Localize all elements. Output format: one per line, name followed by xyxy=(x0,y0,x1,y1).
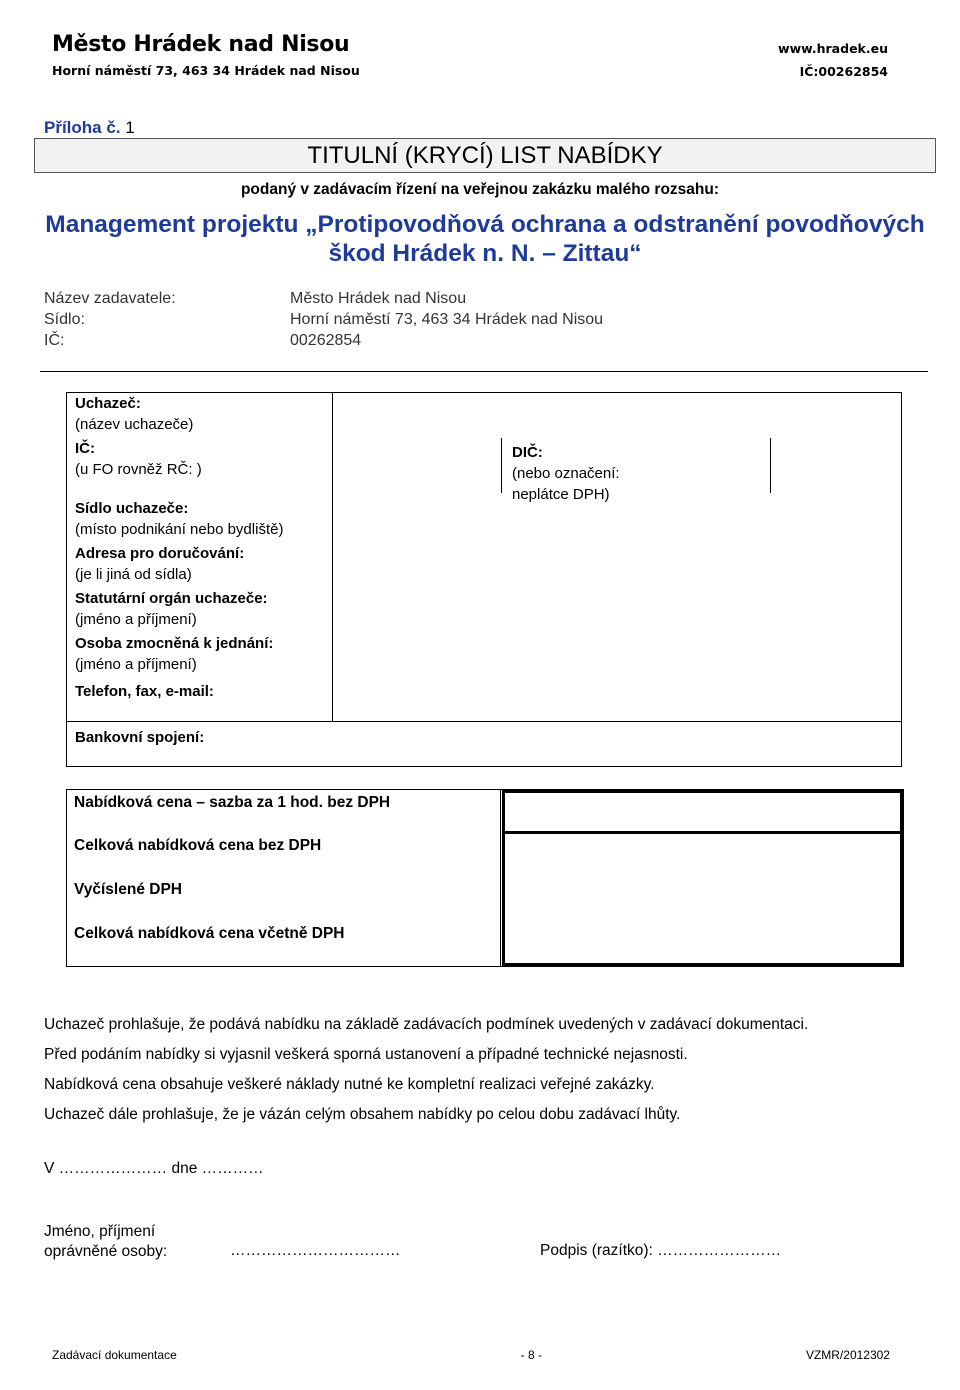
declarations xyxy=(44,1010,808,1130)
footer-doc-name: Zadávací dokumentace xyxy=(52,1348,177,1362)
document-title: TITULNÍ (KRYCÍ) LIST NABÍDKY xyxy=(34,138,936,173)
bidder-contact-field[interactable] xyxy=(75,681,214,702)
attachment-text: Příloha č. xyxy=(44,118,121,137)
org-name: Město Hrádek nad Nisou xyxy=(52,32,350,57)
letterhead-right xyxy=(778,37,888,83)
price-vat-label: Vyčíslené DPH xyxy=(74,881,182,898)
attachment-label xyxy=(44,118,135,138)
authorized-person-label xyxy=(44,1222,167,1262)
bidder-name-field[interactable] xyxy=(75,393,193,435)
bidder-address-hint: (je li jiná od sídla) xyxy=(75,566,192,583)
divider xyxy=(40,371,928,372)
contracting-authority xyxy=(44,288,603,351)
project-title-line2: škod Hrádek n. N. – Zittau“ xyxy=(328,240,642,267)
website-link[interactable]: www.hradek.eu xyxy=(778,41,888,56)
bidder-address-label: Adresa pro doručování: xyxy=(75,545,245,562)
org-ic: IČ:00262854 xyxy=(799,64,888,79)
bidder-ic-field[interactable] xyxy=(75,438,202,480)
bidder-statutory-field[interactable] xyxy=(75,588,268,630)
signature-stamp-field[interactable]: Podpis (razítko): …………………… xyxy=(540,1242,782,1259)
declaration-item: Uchazeč dále prohlašuje, že je vázán celým obsahem nabídky po celou dobu zadávací lhůty. xyxy=(44,1106,681,1123)
attachment-number: 1 xyxy=(125,118,135,137)
price-column-divider xyxy=(500,790,501,966)
table-row-divider xyxy=(67,721,901,722)
bidder-seat-field[interactable] xyxy=(75,498,283,540)
bidder-seat-label: Sídlo uchazeče: xyxy=(75,500,189,517)
bidder-ic-label: IČ: xyxy=(75,440,95,457)
page-number: - 8 - xyxy=(520,1348,543,1362)
bidder-authorized-label: Osoba zmocněná k jednání: xyxy=(75,635,274,652)
project-title xyxy=(30,210,940,268)
authority-seat-value: Horní náměstí 73, 463 34 Hrádek nad Nisou xyxy=(290,311,604,328)
letterhead xyxy=(52,32,360,78)
authority-name-label: Název zadavatele: xyxy=(44,290,176,307)
page-footer xyxy=(52,1348,890,1362)
authorized-person-label-2: oprávněné osoby: xyxy=(44,1243,168,1260)
authority-name-value: Město Hrádek nad Nisou xyxy=(290,290,467,307)
bidder-statutory-label: Statutární orgán uchazeče: xyxy=(75,590,268,607)
dic-field xyxy=(512,442,620,505)
bidder-statutory-hint: (jméno a příjmení) xyxy=(75,611,197,628)
declaration-item: Uchazeč prohlašuje, že podává nabídku na základě zadávacích podmínek uvedených v zadávací dokumentaci. xyxy=(44,1016,809,1033)
place-date-line[interactable]: V ………………… dne ………… xyxy=(44,1160,264,1177)
authority-ic-value: 00262854 xyxy=(290,332,362,349)
price-total-vat-label: Celková nabídková cena včetně DPH xyxy=(74,925,345,942)
dic-label: DIČ: xyxy=(512,444,543,461)
rate-value-box[interactable] xyxy=(502,790,903,834)
table-column-divider xyxy=(332,393,333,721)
totals-value-box[interactable] xyxy=(502,834,903,966)
project-title-line1: Management projektu „Protipovodňová ochrana a odstranění povodňových xyxy=(45,211,925,238)
bidder-authorized-field[interactable] xyxy=(75,633,273,675)
org-address: Horní náměstí 73, 463 34 Hrádek nad Nisou xyxy=(52,63,360,78)
bidder-bank-label: Bankovní spojení: xyxy=(75,729,205,746)
price-rate-label: Nabídková cena – sazba za 1 hod. bez DPH xyxy=(74,794,391,811)
bidder-seat-hint: (místo podnikání nebo bydliště) xyxy=(75,521,284,538)
footer-reference: VZMR/2012302 xyxy=(805,1348,890,1362)
bidder-bank-field[interactable] xyxy=(75,727,204,748)
bidder-address-field[interactable] xyxy=(75,543,244,585)
authorized-person-input[interactable]: …………………………… xyxy=(230,1242,401,1259)
price-table xyxy=(66,789,904,967)
authority-ic-label: IČ: xyxy=(44,332,65,349)
declaration-item: Před podáním nabídky si vyjasnil veškerá sporná ustanovení a případné technické nejasnosti. xyxy=(44,1046,688,1063)
document-subtitle: podaný v zadávacím řízení na veřejnou zakázku malého rozsahu: xyxy=(240,181,720,198)
bidder-name-label: Uchazeč: xyxy=(75,395,141,412)
bidder-table xyxy=(66,392,902,767)
declaration-item: Nabídková cena obsahuje veškeré náklady nutné ke kompletní realizaci veřejné zakázky. xyxy=(44,1076,655,1093)
bidder-ic-hint: (u FO rovněž RČ: ) xyxy=(75,461,202,478)
dic-hint-1: (nebo označení: xyxy=(512,465,620,482)
bidder-name-hint: (název uchazeče) xyxy=(75,416,194,433)
bidder-contact-label: Telefon, fax, e-mail: xyxy=(75,683,214,700)
authority-seat-label: Sídlo: xyxy=(44,311,85,328)
price-total-no-vat-label: Celková nabídková cena bez DPH xyxy=(74,837,322,854)
bidder-authorized-hint: (jméno a příjmení) xyxy=(75,656,197,673)
dic-cell[interactable] xyxy=(501,438,771,503)
dic-hint-2: neplátce DPH) xyxy=(512,486,610,503)
authorized-person-label-1: Jméno, příjmení xyxy=(44,1223,156,1240)
